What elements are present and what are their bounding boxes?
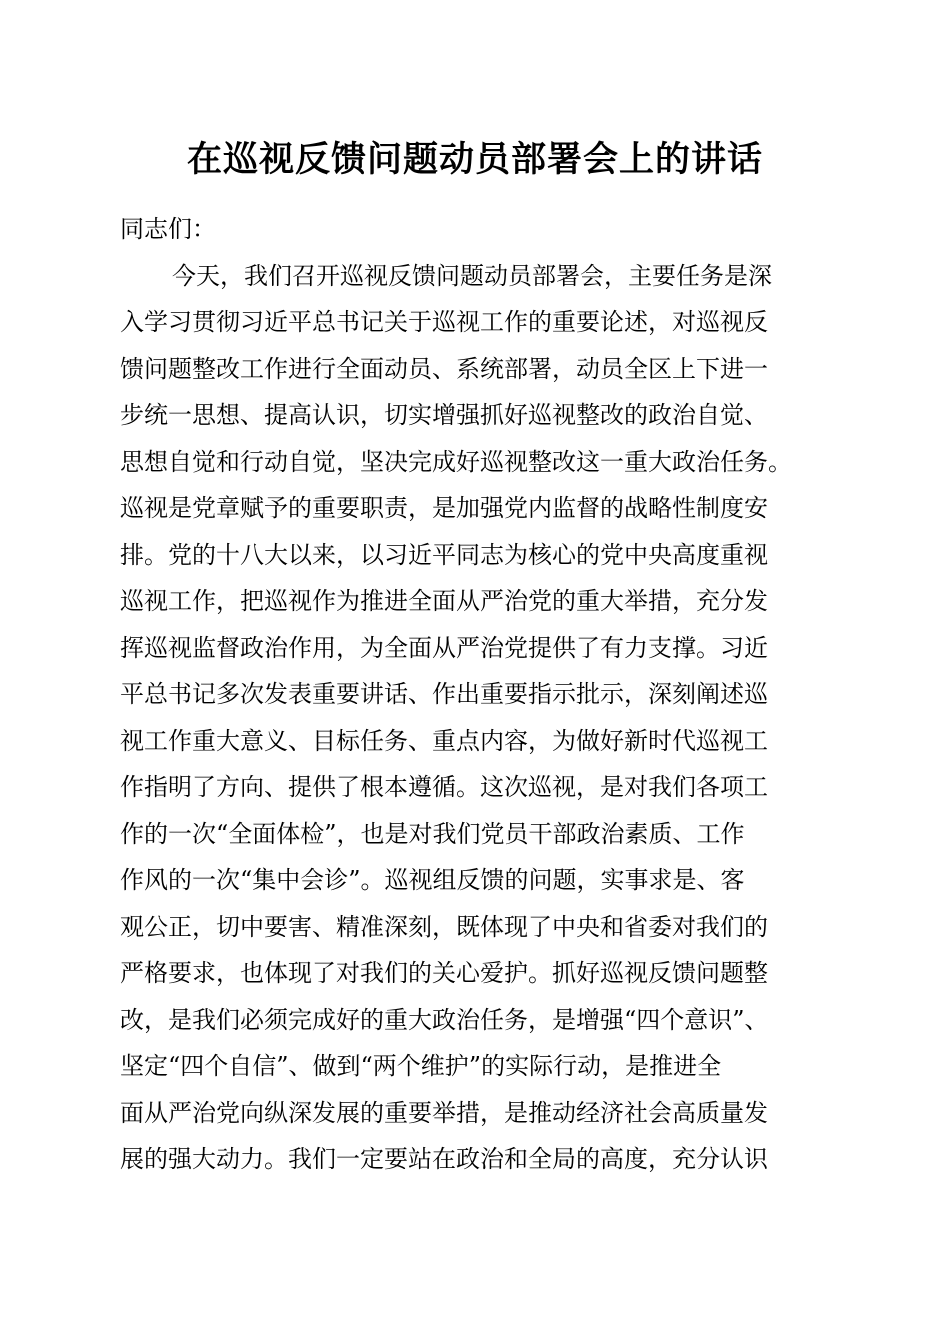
paragraph-line: 坚定“四个自信”、做到“两个维护”的实际行动，是推进全 <box>120 1052 722 1080</box>
paragraph-line: 挥巡视监督政治作用，为全面从严治党提供了有力支撑。习近 <box>120 633 768 662</box>
paragraph-line: 观公正，切中要害、精准深刻，既体现了中央和省委对我们的 <box>120 912 768 941</box>
paragraph-line: 平总书记多次发表重要讲话、作出重要指示批示，深刻阐述巡 <box>120 680 768 708</box>
paragraph-line: 今天，我们召开巡视反馈问题动员部署会，主要任务是深 <box>172 261 772 290</box>
paragraph-line: 展的强大动力。我们一定要站在政治和全局的高度，充分认识 <box>120 1145 768 1173</box>
document-title: 在巡视反馈问题动员部署会上的讲话 <box>186 139 763 180</box>
salutation: 同志们： <box>120 215 216 243</box>
paragraph-line: 思想自觉和行动自觉，坚决完成好巡视整改这一重大政治任务。 <box>120 447 792 476</box>
paragraph-line: 巡视是党章赋予的重要职责，是加强党内监督的战略性制度安 <box>120 494 768 522</box>
paragraph-line: 步统一思想、提高认识，切实增强抓好巡视整改的政治自觉、 <box>120 401 768 429</box>
paragraph-line: 视工作重大意义、目标任务、重点内容，为做好新时代巡视工 <box>120 726 768 755</box>
paragraph-line: 作风的一次“集中会诊”。巡视组反馈的问题，实事求是、客 <box>120 866 745 894</box>
paragraph-line: 作指明了方向、提供了根本遵循。这次巡视，是对我们各项工 <box>120 773 768 801</box>
paragraph-line: 严格要求，也体现了对我们的关心爱护。抓好巡视反馈问题整 <box>120 959 768 987</box>
paragraph-line: 巡视工作，把巡视作为推进全面从严治党的重大举措，充分发 <box>120 587 768 615</box>
document-body <box>120 206 840 1183</box>
paragraph-line: 排。党的十八大以来，以习近平同志为核心的党中央高度重视 <box>120 540 768 569</box>
paragraph-line: 改，是我们必须完成好的重大政治任务，是增强“四个意识”、 <box>120 1005 769 1034</box>
paragraph-line: 面从严治党向纵深发展的重要举措，是推动经济社会高质量发 <box>120 1098 768 1127</box>
paragraph-line: 入学习贯彻习近平总书记关于巡视工作的重要论述，对巡视反 <box>120 308 768 336</box>
paragraph-line: 馈问题整改工作进行全面动员、系统部署，动员全区上下进一 <box>120 354 768 383</box>
paragraph-line: 作的一次“全面体检”，也是对我们党员干部政治素质、工作 <box>120 819 745 848</box>
